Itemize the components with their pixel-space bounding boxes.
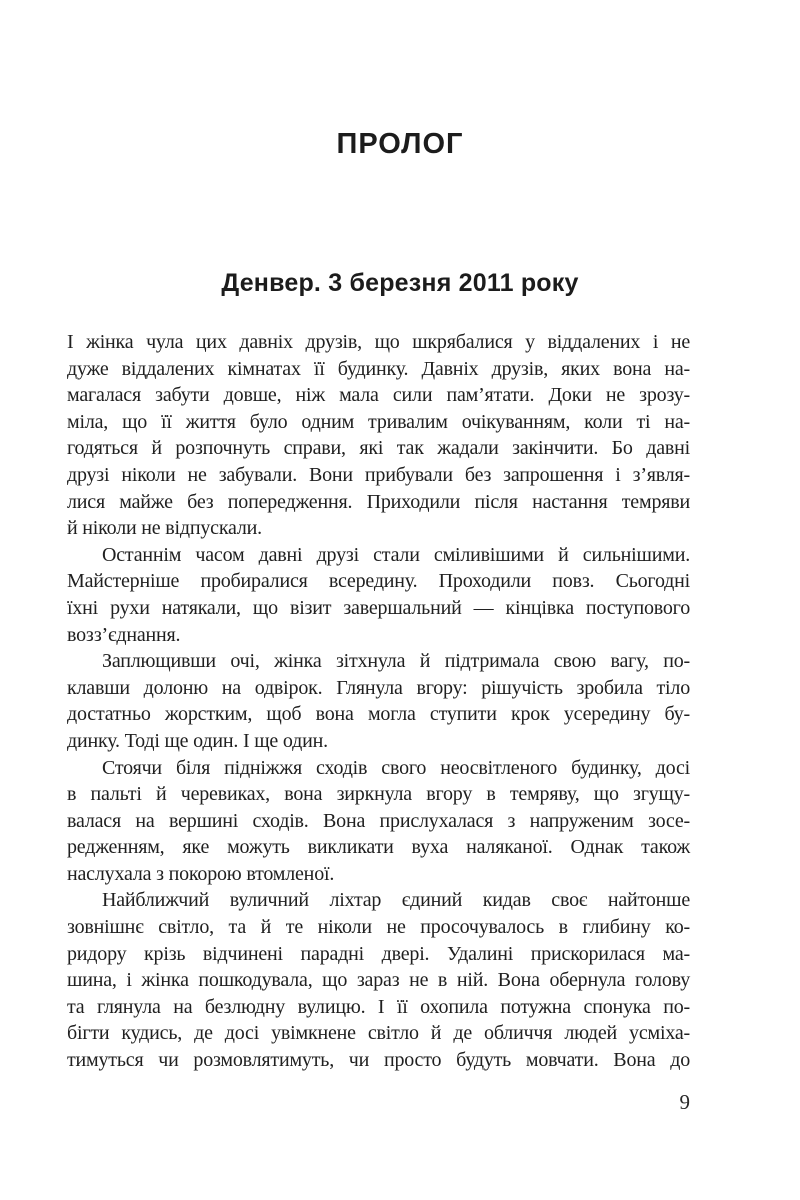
text-line: дуже віддалених кімнатах її будинку. Давніх друзів, яких вона на- [67,357,690,380]
text-line: годяться й розпочнуть справи, які так жадали закінчити. Бо давні [67,437,690,460]
text-line: возз’єднання. [67,623,181,646]
text-line: й ніколи не відпускали. [67,517,262,540]
text-line: магалася забути довше, ніж мала сили пам’ятати. Доки не зрозу- [67,384,690,407]
text-line: тимуться чи розмовлятимуть, чи просто будуть мовчати. Вона до [67,1049,690,1072]
text-line: клавши долоню на одвірок. Глянула вгору: рішучість зробила тіло [67,676,690,699]
text-line: редженням, яке можуть викликати вуха наляканої. Однак також [67,836,690,859]
text-line: динку. Тоді ще один. І ще один. [67,729,328,752]
paragraph [67,648,690,754]
paragraph [67,887,690,1073]
paragraph [67,542,690,648]
chapter-title: ПРОЛОГ [336,128,464,160]
text-line: друзі ніколи не забували. Вони прибували без запрошення і з’явля- [67,463,690,486]
text-line: наслухала з покорою втомленої. [67,862,335,885]
paragraph [67,329,690,542]
text-line: та глянула на безлюдну вулицю. І її охопила потужна спонука по- [67,995,690,1018]
text-line: Стоячи біля підніжжя сходів свого неосвітленого будинку, досі [102,756,690,779]
text-line: міла, що її життя було одним тривалим очікуванням, коли ті на- [67,410,690,433]
body-text [67,329,690,1074]
text-line: Майстерніше пробиралися всередину. Проходили повз. Сьогодні [67,570,690,593]
text-line: достатньо жорстким, щоб вона могла ступити крок усередину бу- [67,703,690,726]
page-number: 9 [679,1090,690,1114]
text-line: шина, і жінка пошкодувала, що зараз не в ній. Вона обернула голову [67,969,690,992]
text-line: бігти кудись, де досі увімкнене світло й де обличчя людей усміха- [67,1022,690,1045]
text-line: І жінка чула цих давніх друзів, що шкрябалися у віддалених і не [67,331,690,353]
text-line: ридору крізь відчинені парадні двері. Удалині прискорилася ма- [67,942,690,965]
text-line: Найближчий вуличний ліхтар єдиний кидав своє найтонше [102,889,690,912]
text-line: Останнім часом давні друзі стали сміливішими й сильнішими. [102,543,690,566]
text-line: валася на вершині сходів. Вона прислухалася з напруженим зосе- [67,809,690,832]
text-line: в пальті й черевиках, вона зиркнула вгору в темряву, що згущу- [67,783,690,806]
text-line: Заплющивши очі, жінка зітхнула й підтримала свою вагу, по- [102,650,690,673]
text-line: зовнішнє світло, та й те ніколи не просочувалось в глибину ко- [67,916,690,939]
text-line: лися майже без попередження. Приходили після настання темряви [67,490,690,513]
text-line: їхні рухи натякали, що візит завершальний — кінцівка поступового [67,596,690,619]
paragraph [67,755,690,888]
section-heading: Денвер. 3 березня 2011 року [221,269,579,297]
